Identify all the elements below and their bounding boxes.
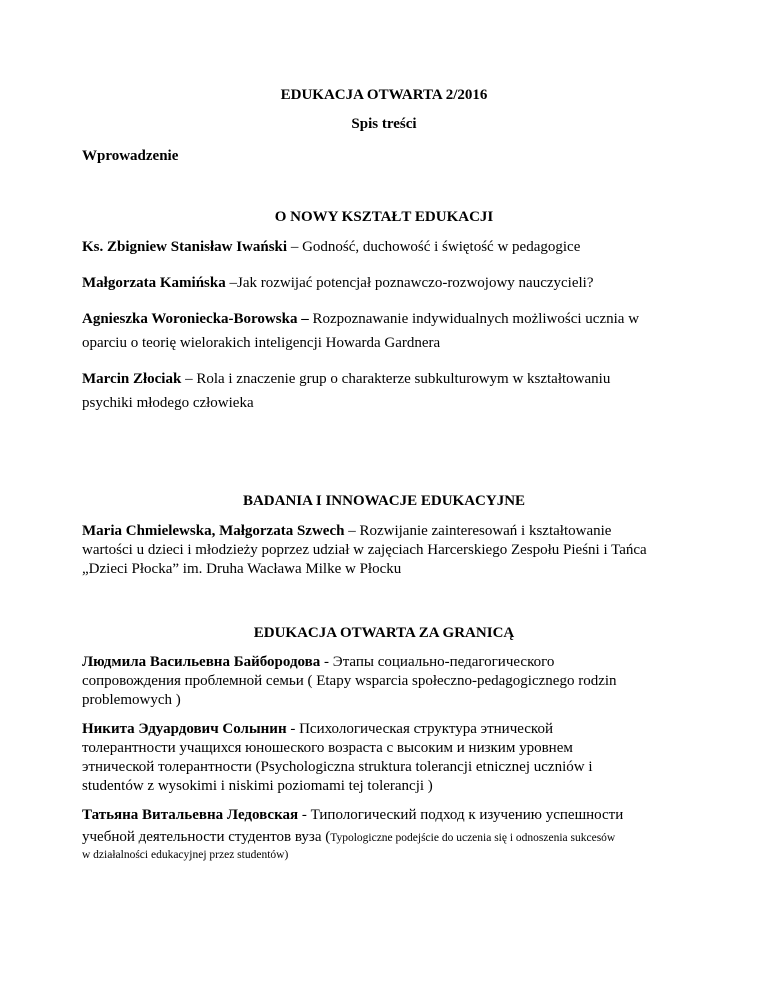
toc-entry-6-continuation: problemowych ) [82,692,181,708]
section-title-2: BADANIA I INNOWACJE EDUKACYJNE [242,493,526,509]
toc-title: Spis treści [351,116,417,132]
toc-entry-3-continuation: oparciu o teorię wielorakich inteligencji Howarda Gardnera [82,335,441,351]
entry-author: Никита Эдуардович Солынин [82,721,287,737]
entry-author: Татьяна Витальевна Ледовская [82,807,299,823]
toc-entry-5-continuation: wartości u dzieci i młodzieży poprzez udział w zajęciach Harcerskiego Zespołu Pieśni i Tańca [82,542,647,558]
entry-title: – Rozwijanie zainteresowań i kształtowanie [344,523,612,539]
toc-entry-7-continuation: толерантности учащихся юношеского возраста с высоким и низким уровнем [82,740,573,756]
entry-title: - Типологический подход к изучению успешности [298,807,624,823]
toc-entry-7 [82,720,702,738]
toc-entry-4 [82,370,702,388]
toc-entry-3 [82,310,702,328]
toc-entry-1 [82,238,702,256]
toc-entry-2 [82,274,702,292]
entry-title: учебной деятельности студентов вуза ( [82,829,331,845]
toc-entry-7-continuation: этнической толерантности (Psychologiczna struktura tolerancji etnicznej uczniów i [82,759,593,775]
intro-heading: Wprowadzenie [82,148,179,164]
entry-author: Ks. Zbigniew Stanisław Iwański [82,239,288,255]
entry-author: Marcin Złociak [82,371,182,387]
section-title-3: EDUKACJA OTWARTA ZA GRANICĄ [253,625,515,641]
journal-title: EDUKACJA OTWARTA 2/2016 [280,87,488,103]
toc-entry-8-continuation: w działalności edukacyjnej przez studentów) [82,849,289,861]
entry-title: - Психологическая структура этнической [286,721,553,737]
toc-entry-6 [82,653,702,671]
entry-author: Małgorzata Kamińska [82,275,226,291]
entry-title: - Этапы социально-педагогического [320,654,555,670]
entry-author: Maria Chmielewska, Małgorzata Szwech [82,523,345,539]
entry-author: Людмила Васильевна Байбородова [82,654,321,670]
entry-title: – Godność, duchowość i świętość w pedagogice [287,239,581,255]
toc-entry-8-continuation [82,828,702,847]
toc-entry-8 [82,806,702,824]
toc-entry-4-continuation: psychiki młodego człowieka [82,395,254,411]
toc-entry-6-continuation: сопровождения проблемной семьи ( Etapy wsparcia społeczno-pedagogicznego rodzin [82,673,617,689]
toc-entry-7-continuation: studentów z wysokimi i niskimi poziomami tej tolerancji ) [82,778,433,794]
section-title-1: O NOWY KSZTAŁT EDUKACJI [274,209,494,225]
toc-entry-5-continuation: „Dzieci Płocka” im. Druha Wacława Milke w Płocku [82,561,402,577]
entry-title: Rozpoznawanie indywidualnych możliwości ucznia w [308,311,640,327]
entry-title: – Rola i znaczenie grup o charakterze subkulturowym w kształtowaniu [181,371,611,387]
toc-entry-5 [82,522,702,540]
entry-author: Agnieszka Woroniecka-Borowska – [82,311,309,327]
entry-translation: Typologiczne podejście do uczenia się i odnoszenia sukcesów [330,832,616,844]
entry-title: –Jak rozwijać potencjał poznawczo-rozwojowy nauczycieli? [225,275,594,291]
